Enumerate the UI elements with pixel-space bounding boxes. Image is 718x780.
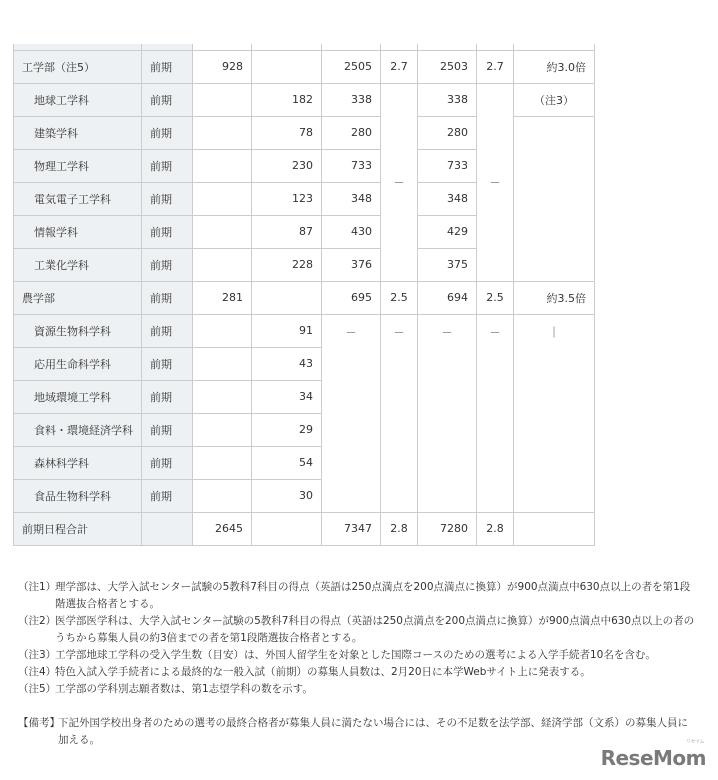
dept-applicants [252,281,322,314]
dept-applicants [252,50,322,83]
dept-name: 応用生命科学科 [14,347,142,380]
capacity [193,248,252,281]
dept-applicants: 34 [252,380,322,413]
note-text: 特色入試入学手続者による最終的な一般入試（前期）の募集人員数は、2月20日に本学Webサイト上に発表する。 [55,666,591,678]
dept-applicants: 30 [252,479,322,512]
period: 前期 [142,347,193,380]
examinees: 348 [418,182,477,215]
examinees: 375 [418,248,477,281]
table-row-faculty [14,281,595,314]
examinees: 429 [418,215,477,248]
examinees: 694 [418,281,477,314]
capacity [193,314,252,347]
remark-merged-empty [514,116,595,281]
capacity: 928 [193,50,252,83]
remark-merged: ｜ [514,314,595,512]
applicants: 348 [322,182,381,215]
dept-applicants: 123 [252,182,322,215]
examinees: 338 [418,83,477,116]
note-label: （注4） [18,666,57,678]
note-label: （注5） [18,683,57,695]
period: 前期 [142,50,193,83]
applicants: 695 [322,281,381,314]
ratio-applicants: 2.7 [381,50,418,83]
dept-name: 情報学科 [14,215,142,248]
examinees: 280 [418,116,477,149]
ratio-examinees-merged: － [477,314,514,512]
period [142,512,193,545]
capacity [193,215,252,248]
period: 前期 [142,248,193,281]
dept-name: 工業化学科 [14,248,142,281]
note-label: （注3） [18,649,57,661]
applicants: 7347 [322,512,381,545]
admission-table-container [13,44,595,546]
dept-applicants: 87 [252,215,322,248]
table-row-dept [14,83,595,116]
capacity: 2645 [193,512,252,545]
capacity [193,83,252,116]
ratio-examinees-merged: － [477,83,514,281]
dept-name: 地球工学科 [14,83,142,116]
ratio-applicants: 2.8 [381,512,418,545]
note-5 [18,681,698,698]
footnotes [18,579,698,749]
dept-name: 森林科学科 [14,446,142,479]
note-text: 理学部は、大学入試センター試験の5教科7科目の得点（英語は250点満点を200点満点に換算）が900点満点中630点以上の者を第1段階選抜合格者とする。 [55,581,691,610]
faculty-name: 農学部 [14,281,142,314]
period: 前期 [142,149,193,182]
note-3 [18,647,698,664]
dept-applicants [252,512,322,545]
remark-text: 下記外国学校出身者のための選考の最終合格者が募集人員に満たない場合には、その不足数を法学部、経済学部（文系）の募集人員に加える。 [58,717,688,746]
total-label: 前期日程合計 [14,512,142,545]
admission-table [13,44,595,546]
note-1 [18,579,698,613]
applicants: 280 [322,116,381,149]
capacity [193,413,252,446]
remark: 約3.5倍 [514,281,595,314]
dept-applicants: 78 [252,116,322,149]
applicants: 430 [322,215,381,248]
resemom-logo [600,739,706,770]
note-label: （注2） [18,615,57,627]
period: 前期 [142,479,193,512]
dept-name: 食料・環境経済学科 [14,413,142,446]
capacity [193,149,252,182]
ratio-applicants-merged: － [381,83,418,281]
dept-applicants: 182 [252,83,322,116]
note-text: 工学部地球工学科の受入学生数（目安）は、外国人留学生を対象とした国際コースのための選考による入学手続者10名を含む。 [55,649,656,661]
ratio-applicants: 2.5 [381,281,418,314]
table-row-dept [14,314,595,347]
dept-name: 食品生物科学科 [14,479,142,512]
dept-applicants: 230 [252,149,322,182]
period: 前期 [142,380,193,413]
capacity [193,446,252,479]
applicants: 733 [322,149,381,182]
capacity [193,116,252,149]
capacity [193,479,252,512]
period: 前期 [142,446,193,479]
table-row-total [14,512,595,545]
note-text: 工学部の学科別志願者数は、第1志望学科の数を示す。 [55,683,313,695]
note-2 [18,613,698,647]
dept-applicants: 228 [252,248,322,281]
logo-kana: リセマム [686,739,704,745]
period: 前期 [142,215,193,248]
dept-name: 建築学科 [14,116,142,149]
ratio-examinees: 2.5 [477,281,514,314]
remark [514,512,595,545]
dept-name: 物理工学科 [14,149,142,182]
ratio-examinees: 2.8 [477,512,514,545]
note-label: （注1） [18,581,57,593]
faculty-name: 工学部（注5） [14,50,142,83]
capacity [193,380,252,413]
ratio-examinees: 2.7 [477,50,514,83]
examinees: 2503 [418,50,477,83]
capacity [193,182,252,215]
period: 前期 [142,314,193,347]
examinees: 733 [418,149,477,182]
examinees: 7280 [418,512,477,545]
applicants: 376 [322,248,381,281]
dept-name: 地域環境工学科 [14,380,142,413]
remark: （注3） [514,83,595,116]
remark: 約3.0倍 [514,50,595,83]
logo-text: ReseMom [600,746,706,770]
remark-note [18,715,698,749]
period: 前期 [142,413,193,446]
applicants: 2505 [322,50,381,83]
dept-name: 資源生物科学科 [14,314,142,347]
dept-applicants: 54 [252,446,322,479]
dept-name: 電気電子工学科 [14,182,142,215]
note-text: 医学部医学科は、大学入試センター試験の5教科7科目の得点（英語は250点満点を200点満点に換算）が900点満点中630点以上の者のうちから募集人員の約3倍までの者を第1段階選抜合格者とする。 [55,615,695,644]
ratio-applicants-merged: － [381,314,418,512]
dept-applicants: 29 [252,413,322,446]
period: 前期 [142,116,193,149]
examinees-merged: － [418,314,477,512]
period: 前期 [142,83,193,116]
capacity: 281 [193,281,252,314]
capacity [193,347,252,380]
period: 前期 [142,182,193,215]
applicants: 338 [322,83,381,116]
table-row-faculty [14,50,595,83]
period: 前期 [142,281,193,314]
applicants-merged: － [322,314,381,512]
note-4 [18,664,698,681]
dept-applicants: 43 [252,347,322,380]
remark-label: 【備考】 [18,717,60,729]
dept-applicants: 91 [252,314,322,347]
